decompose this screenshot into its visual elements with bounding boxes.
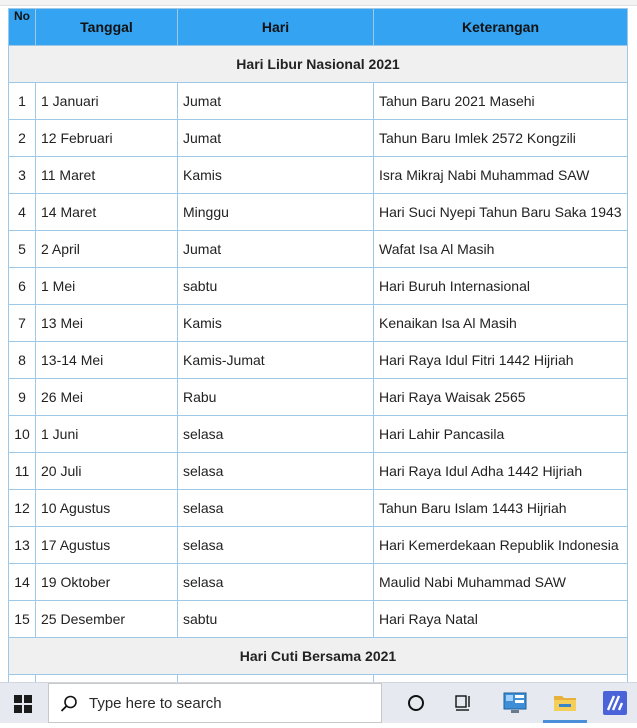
cell-description: Hari Raya Idul Adha 1442 Hijriah	[374, 453, 628, 490]
cell-day: sabtu	[178, 601, 374, 638]
task-view-icon	[441, 683, 485, 723]
cell-no: 2	[9, 120, 36, 157]
control-panel-icon	[493, 683, 537, 723]
windows-start-icon[interactable]	[14, 695, 32, 713]
table-row	[9, 453, 628, 490]
cell-no: 5	[9, 231, 36, 268]
table-row	[9, 157, 628, 194]
cell-day: Kamis	[178, 157, 374, 194]
section-title-national: Hari Libur Nasional 2021	[9, 46, 628, 83]
app-icon	[593, 683, 637, 723]
cell-day: Kamis	[178, 305, 374, 342]
table-row	[9, 194, 628, 231]
header-day: Hari	[178, 9, 374, 46]
cell-date: 13 Mei	[36, 305, 178, 342]
header-description: Keterangan	[374, 9, 628, 46]
cell-description: Tahun Baru Imlek 2572 Kongzili	[374, 120, 628, 157]
browser-top-edge	[0, 0, 637, 6]
cell-date: 1 Juni	[36, 416, 178, 453]
cell-no: 4	[9, 194, 36, 231]
table-header-row	[9, 9, 628, 46]
cell-no: 13	[9, 527, 36, 564]
cell-day: Kamis-Jumat	[178, 342, 374, 379]
cell-day: Jumat	[178, 120, 374, 157]
cell-no: 6	[9, 268, 36, 305]
cell-date: 14 Maret	[36, 194, 178, 231]
app-button[interactable]	[593, 683, 637, 723]
cell-no: 3	[9, 157, 36, 194]
file-explorer-button[interactable]	[543, 683, 587, 723]
cell-day: Jumat	[178, 83, 374, 120]
cell-description: Isra Mikraj Nabi Muhammad SAW	[374, 157, 628, 194]
cell-no: 9	[9, 379, 36, 416]
cell-no: 11	[9, 453, 36, 490]
holiday-table	[8, 8, 628, 682]
cell-date: 2 April	[36, 231, 178, 268]
table-row	[9, 120, 628, 157]
section-row-national	[9, 46, 628, 83]
table-row	[9, 231, 628, 268]
cell-date: 13-14 Mei	[36, 342, 178, 379]
task-view-button[interactable]	[441, 683, 485, 723]
cell-date: 12 Februari	[36, 120, 178, 157]
file-explorer-icon	[543, 683, 587, 723]
cell-day: Rabu	[178, 379, 374, 416]
table-row	[9, 379, 628, 416]
table-row	[9, 527, 628, 564]
cell-date: 25 Desember	[36, 601, 178, 638]
table-row	[9, 342, 628, 379]
table-row-partial	[9, 675, 628, 683]
cell-day: sabtu	[178, 268, 374, 305]
cell-description: Wafat Isa Al Masih	[374, 231, 628, 268]
table-row	[9, 564, 628, 601]
cell-day: selasa	[178, 490, 374, 527]
cell-description: Hari Raya Idul Fitri 1442 Hijriah	[374, 342, 628, 379]
cell-date: 11 Maret	[36, 157, 178, 194]
cell-day: Jumat	[178, 231, 374, 268]
cell-no: 8	[9, 342, 36, 379]
section-row-leave	[9, 638, 628, 675]
cell-no: 15	[9, 601, 36, 638]
cell-date: 1 Mei	[36, 268, 178, 305]
cell-description: Hari Raya Natal	[374, 601, 628, 638]
cell-date: 26 Mei	[36, 379, 178, 416]
control-panel-button[interactable]	[493, 683, 537, 723]
cell-description: Kenaikan Isa Al Masih	[374, 305, 628, 342]
cell-description: Hari Raya Waisak 2565	[374, 379, 628, 416]
cell-no: 1	[9, 83, 36, 120]
cell-no: 10	[9, 416, 36, 453]
cell-date: 1 Januari	[36, 83, 178, 120]
cell-description: Hari Kemerdekaan Republik Indonesia	[374, 527, 628, 564]
cell-description: Hari Lahir Pancasila	[374, 416, 628, 453]
table-row	[9, 83, 628, 120]
cell-description: Maulid Nabi Muhammad SAW	[374, 564, 628, 601]
cell-day: selasa	[178, 527, 374, 564]
section-title-leave: Hari Cuti Bersama 2021	[9, 638, 628, 675]
cell-day: selasa	[178, 453, 374, 490]
table-row	[9, 490, 628, 527]
search-placeholder: Type here to search	[89, 695, 222, 712]
search-icon	[59, 694, 79, 714]
cell-no: 14	[9, 564, 36, 601]
cell-day: Minggu	[178, 194, 374, 231]
windows-taskbar	[0, 682, 637, 723]
cortana-button[interactable]	[394, 683, 438, 723]
taskbar-search-box[interactable]	[48, 683, 382, 723]
cell-day: selasa	[178, 564, 374, 601]
cell-no: 12	[9, 490, 36, 527]
cell-description: Tahun Baru 2021 Masehi	[374, 83, 628, 120]
cell-description: Hari Buruh Internasional	[374, 268, 628, 305]
cell-no: 7	[9, 305, 36, 342]
cell-date: 20 Juli	[36, 453, 178, 490]
cell-description: Hari Suci Nyepi Tahun Baru Saka 1943	[374, 194, 628, 231]
cell-day: selasa	[178, 416, 374, 453]
cell-description: Tahun Baru Islam 1443 Hijriah	[374, 490, 628, 527]
cortana-circle-icon	[408, 695, 424, 711]
header-date: Tanggal	[36, 9, 178, 46]
table-row	[9, 601, 628, 638]
table-row	[9, 416, 628, 453]
table-row	[9, 305, 628, 342]
cell-date: 19 Oktober	[36, 564, 178, 601]
table-row	[9, 268, 628, 305]
header-no: No	[9, 9, 36, 46]
cell-date: 17 Agustus	[36, 527, 178, 564]
cell-date: 10 Agustus	[36, 490, 178, 527]
